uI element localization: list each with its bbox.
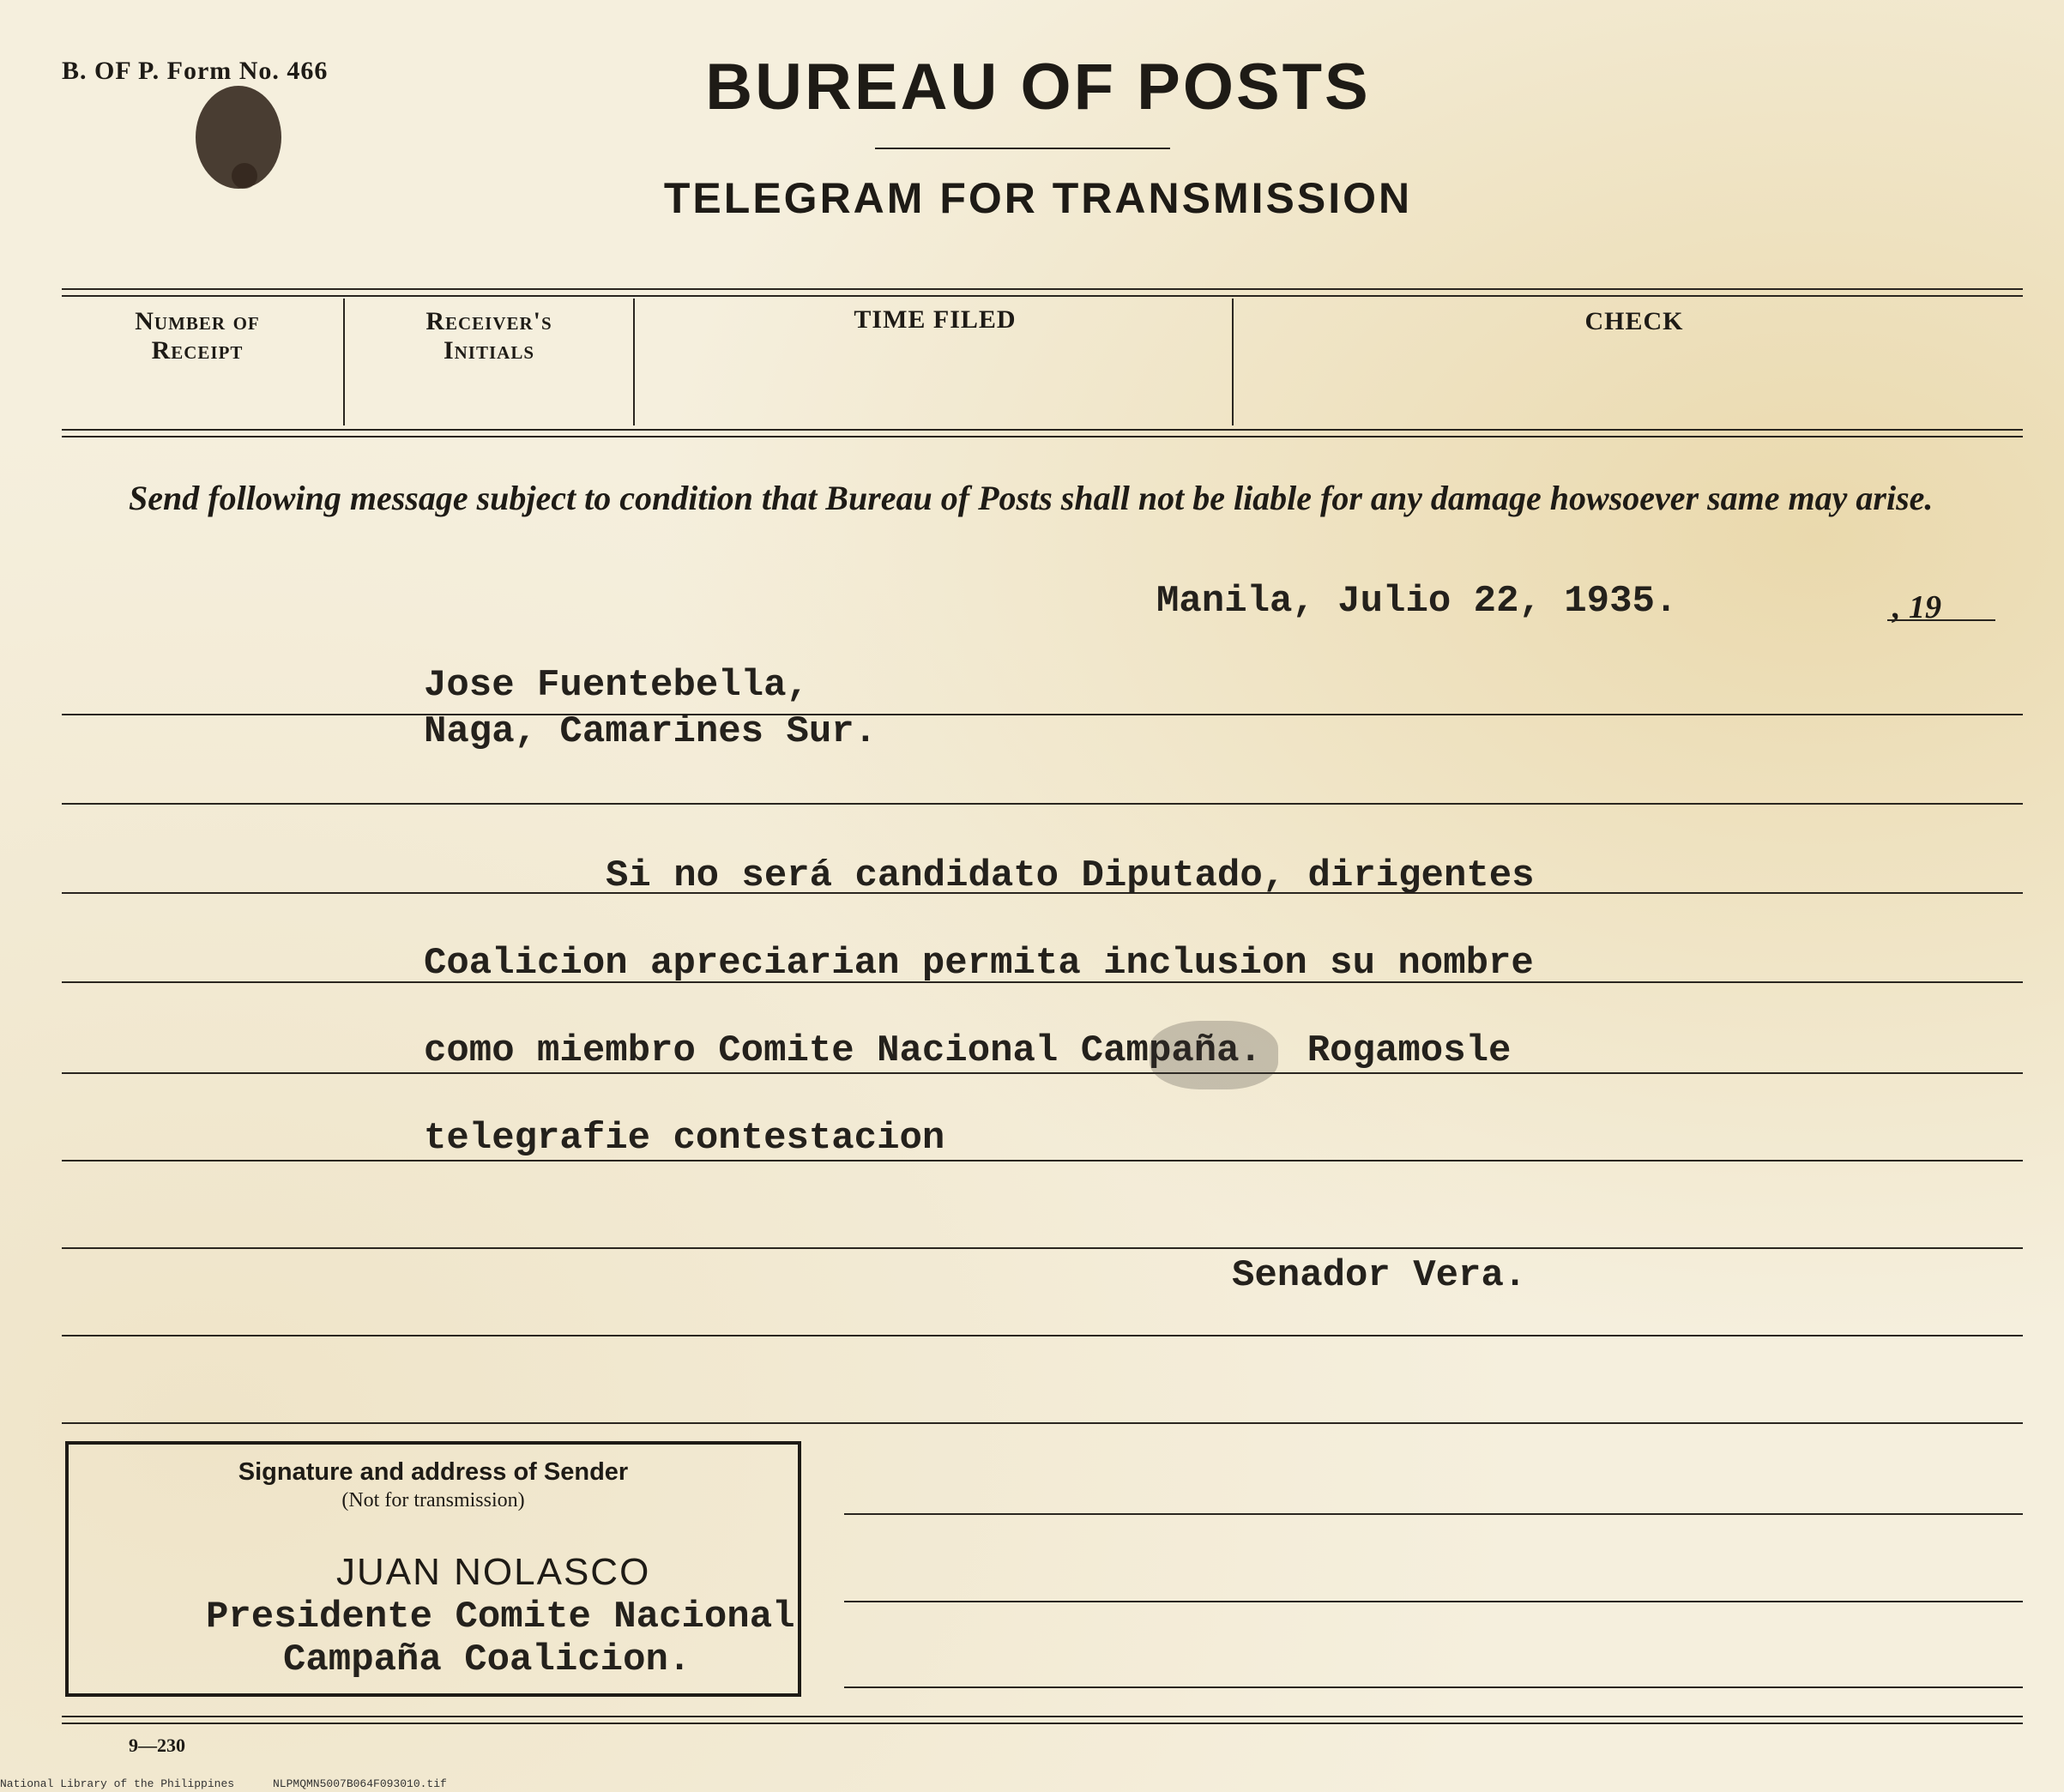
- sender-organization: Campaña Coalicion.: [283, 1638, 691, 1681]
- sender-box-subtitle: (Not for transmission): [341, 1489, 525, 1511]
- writing-line: [62, 1422, 2023, 1424]
- form-bottom-rule2: [62, 1723, 2023, 1724]
- sender-box-title: Signature and address of Sender: [238, 1458, 629, 1486]
- sender-signoff: Senador Vera.: [1232, 1254, 1527, 1297]
- table-rule-top2: [62, 295, 2023, 297]
- writing-line: [844, 1601, 2023, 1602]
- form-number: B. OF P. Form No. 466: [62, 57, 329, 85]
- writing-line: [62, 803, 2023, 805]
- page-subtitle: TELEGRAM FOR TRANSMISSION: [663, 174, 1413, 222]
- writing-line: [62, 1160, 2023, 1161]
- writing-line: [62, 1335, 2023, 1336]
- col-divider-1: [343, 299, 345, 425]
- writing-line: [844, 1513, 2023, 1515]
- column-number-of-receipt: Number of Receipt: [135, 307, 260, 365]
- col-divider-2: [633, 299, 635, 425]
- column-check: CHECK: [1584, 307, 1684, 335]
- transmission-condition: Send following message subject to condition that Bureau of Posts shall not be liable for any damage howsoever same may arise.: [129, 479, 1934, 517]
- sender-name: JUAN NOLASCO: [336, 1551, 651, 1593]
- archive-file-name: NLPMQMN5007B064F093010.tif: [273, 1777, 447, 1790]
- message-line-1: Si no será candidato Diputado, dirigentes: [606, 854, 1535, 897]
- writing-line: [62, 1247, 2023, 1249]
- table-rule-top: [62, 288, 2023, 290]
- sender-title: Presidente Comite Nacional: [206, 1596, 795, 1638]
- writing-line: [844, 1686, 2023, 1688]
- page-title: BUREAU OF POSTS: [705, 51, 1371, 124]
- writing-line: [62, 714, 2023, 715]
- message-line-2: Coalicion apreciarian permita inclusion su nombre: [424, 942, 1534, 985]
- title-rule: [875, 148, 1170, 149]
- print-code: 9—230: [129, 1735, 185, 1756]
- addressee-name: Jose Fuentebella,: [424, 664, 809, 707]
- writing-line: [62, 1072, 2023, 1074]
- date-rule: [1887, 619, 1995, 621]
- table-rule-bottom: [62, 429, 2023, 431]
- ink-smudge: [1150, 1021, 1278, 1089]
- addressee-address: Naga, Camarines Sur.: [424, 710, 878, 753]
- table-rule-bottom2: [62, 436, 2023, 437]
- column-time-filed: TIME FILED: [854, 305, 1017, 334]
- year-prefix: , 19: [1892, 589, 1941, 625]
- message-line-4: telegrafie contestacion: [424, 1117, 945, 1160]
- column-receivers-initials: Receiver's Initials: [425, 307, 552, 365]
- archive-credit: National Library of the Philippines: [0, 1777, 235, 1790]
- col-divider-3: [1232, 299, 1234, 425]
- message-line-3: como miembro Comite Nacional Campaña. Rogamosle: [424, 1029, 1512, 1072]
- date-line: Manila, Julio 22, 1935.: [1156, 580, 1678, 623]
- form-bottom-rule: [62, 1716, 2023, 1717]
